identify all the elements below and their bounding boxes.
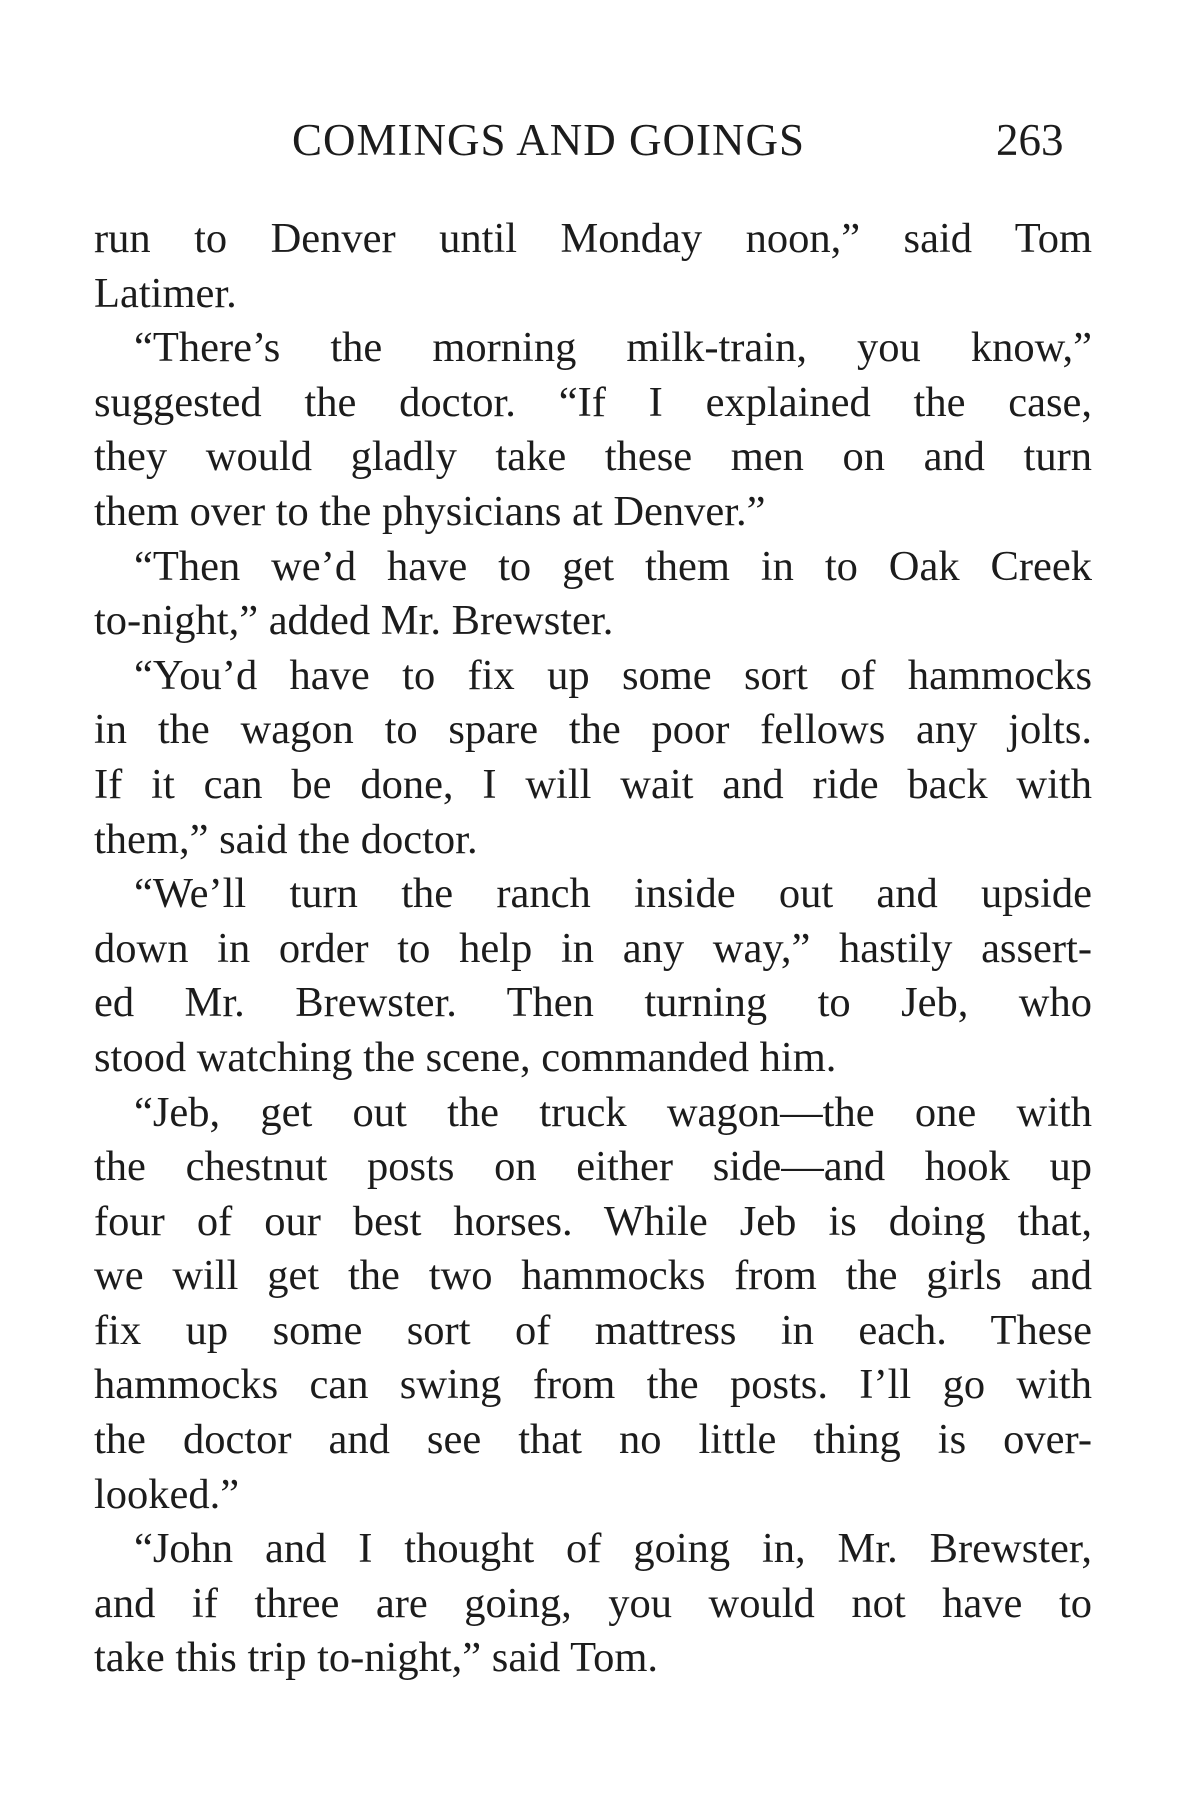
text-line: ed Mr. Brewster. Then turning to Jeb, who bbox=[94, 979, 1092, 1027]
text-line: and if three are going, you would not have to bbox=[94, 1579, 1092, 1627]
text-line: “We’ll turn the ranch inside out and upside bbox=[134, 870, 1092, 918]
page-number: 263 bbox=[996, 115, 1064, 165]
text-line: in the wagon to spare the poor fellows any jolts. bbox=[94, 706, 1092, 754]
text-line: stood watching the scene, commanded him. bbox=[94, 1033, 837, 1081]
text-line: “There’s the morning milk-train, you know,” bbox=[134, 324, 1092, 372]
text-line: four of our best horses. While Jeb is doing that, bbox=[94, 1197, 1092, 1245]
text-line: “John and I thought of going in, Mr. Brewster, bbox=[134, 1525, 1092, 1573]
text-line: looked.” bbox=[94, 1470, 240, 1518]
text-line: the doctor and see that no little thing is over- bbox=[94, 1416, 1092, 1464]
text-line: they would gladly take these men on and turn bbox=[94, 433, 1092, 481]
text-line: run to Denver until Monday noon,” said Tom bbox=[94, 215, 1092, 262]
text-line: “You’d have to fix up some sort of hammocks bbox=[134, 651, 1092, 699]
text-line: fix up some sort of mattress in each. These bbox=[94, 1306, 1092, 1354]
text-line: them,” said the doctor. bbox=[94, 815, 478, 863]
text-line: If it can be done, I will wait and ride back with bbox=[94, 760, 1092, 808]
text-line: the chestnut posts on either side—and hook up bbox=[94, 1143, 1092, 1191]
text-line: we will get the two hammocks from the girls and bbox=[94, 1252, 1092, 1300]
text-line: take this trip to-night,” said Tom. bbox=[94, 1634, 659, 1682]
text-line: them over to the physicians at Denver.” bbox=[94, 487, 766, 535]
body-text bbox=[94, 212, 1092, 1686]
text-line: “Then we’d have to get them in to Oak Creek bbox=[134, 542, 1092, 590]
text-line: “Jeb, get out the truck wagon—the one with bbox=[134, 1088, 1092, 1136]
text-line: Latimer. bbox=[94, 269, 237, 317]
running-head-title: COMINGS AND GOINGS bbox=[292, 115, 806, 165]
text-line: to-night,” added Mr. Brewster. bbox=[94, 597, 614, 645]
text-line: suggested the doctor. “If I explained the case, bbox=[94, 378, 1092, 426]
text-line: down in order to help in any way,” hastily assert- bbox=[94, 924, 1092, 972]
text-line: hammocks can swing from the posts. I’ll go with bbox=[94, 1361, 1092, 1409]
